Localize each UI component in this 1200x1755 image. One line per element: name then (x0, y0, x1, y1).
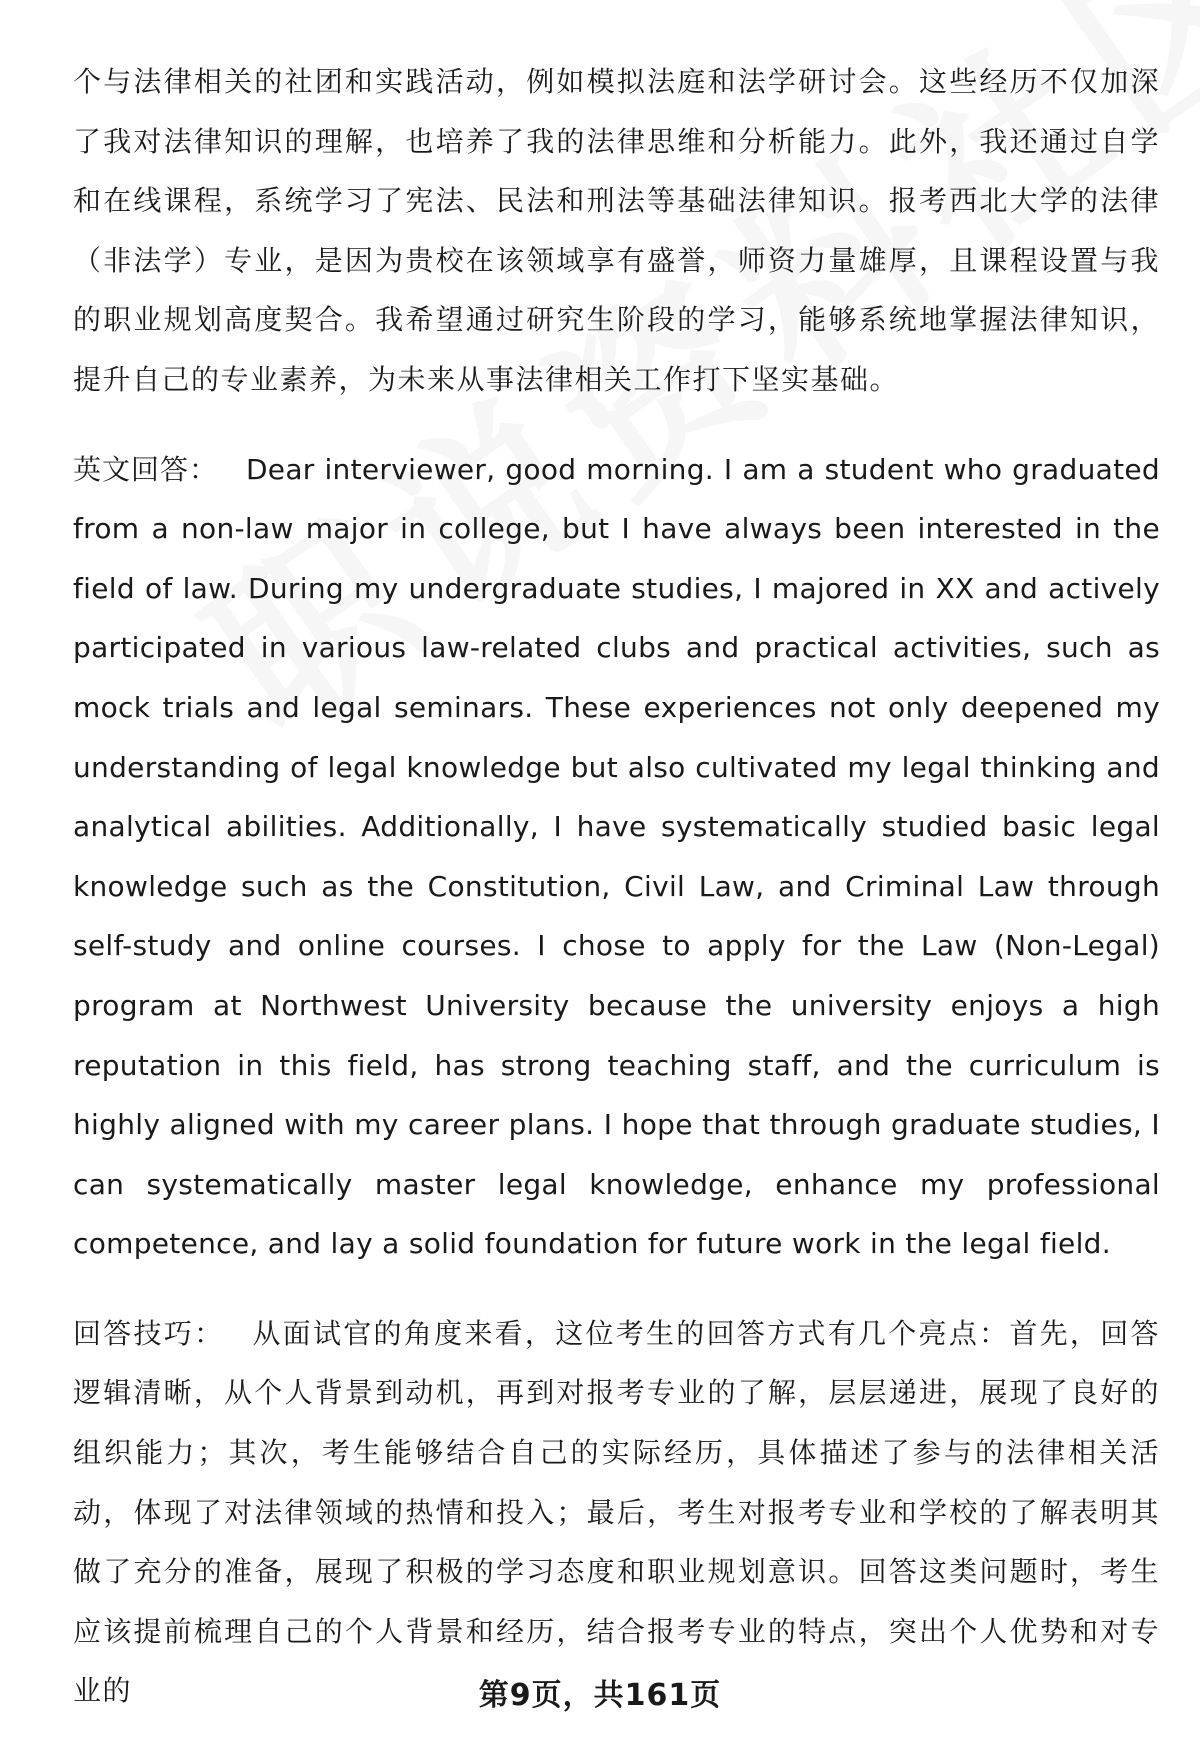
document-body (73, 52, 1160, 1721)
paragraph-text: 个与法律相关的社团和实践活动，例如模拟法庭和法学研讨会。这些经历不仅加深了我对法律知识的理解，也培养了我的法律思维和分析能力。此外，我还通过自学和在线课程，系统学习了宪法、民法和刑法等基础法律知识。报考西北大学的法律（非法学）专业，是因为贵校在该领域享有盛誉，师资力量雄厚，且课程设置与我的职业规划高度契合。我希望通过研究生阶段的学习，能够系统地掌握法律知识，提升自己的专业素养，为未来从事法律相关工作打下坚实基础。 (73, 65, 1160, 396)
paragraph-label: 英文回答： (73, 452, 218, 486)
page-indicator: 第9页，共161页 (478, 1678, 722, 1713)
paragraph-text: Dear interviewer, good morning. I am a student who graduated from a non-law major in college, but I have always been interested in the field of law. During my undergraduate studies, I majored in XX and actively participated in various law-related clubs and practical activities, such as mock trials and legal seminars. These experiences not only deepened my understanding of legal knowledge but also cultivated my legal thinking and analytical abilities. Additionally, I have systematically studied basic legal knowledge such as the Constitution, Civil Law, and Criminal Law through self-study and online courses. I chose to apply for the Law (Non-Legal) program at Northwest University because the university enjoys a high reputation in this field, has strong teaching staff, and the curriculum is highly aligned with my career plans. I hope that through graduate studies, I can systematically master legal knowledge, enhance my professional competence, and lay a solid foundation for future work in the legal field. (73, 452, 1160, 1261)
paragraph-answer-tips (73, 1304, 1160, 1721)
paragraph-continuation (73, 52, 1160, 410)
paragraph-english-answer (73, 440, 1160, 1274)
paragraph-text: 从面试官的角度来看，这位考生的回答方式有几个亮点：首先，回答逻辑清晰，从个人背景到动机，再到对报考专业的了解，层层递进，展现了良好的组织能力；其次，考生能够结合自己的实际经历，具体描述了参与的法律相关活动，体现了对法律领域的热情和投入；最后，考生对报考专业和学校的了解表明其做了充分的准备，展现了积极的学习态度和职业规划意识。回答这类问题时，考生应该提前梳理自己的个人背景和经历，结合报考专业的特点，突出个人优势和对专业的 (73, 1316, 1160, 1708)
paragraph-label: 回答技巧： (73, 1316, 225, 1350)
